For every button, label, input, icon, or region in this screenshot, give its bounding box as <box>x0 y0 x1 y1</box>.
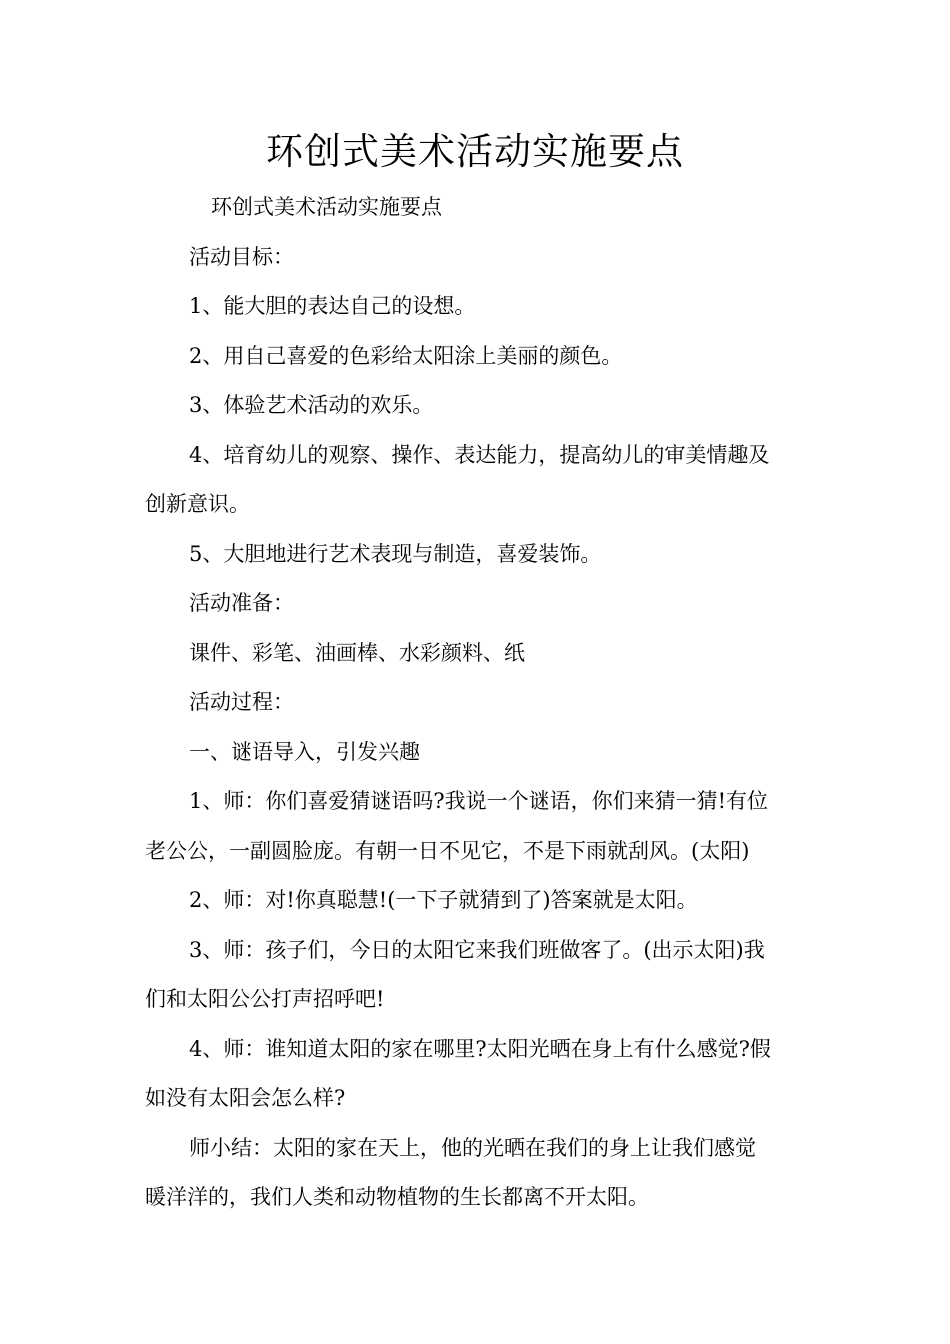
paragraph-goal-1: 1、能大胆的表达自己的设想。 <box>189 294 476 318</box>
document-subtitle: 环创式美术活动实施要点 <box>211 195 442 219</box>
document-title: 环创式美术活动实施要点 <box>266 130 684 173</box>
paragraph-step-3: 3、师：孩子们，今日的太阳它来我们班做客了。(出示太阳)我 们和太阳公公打声招呼吧! <box>145 937 765 1011</box>
document-body <box>145 183 810 1223</box>
paragraph-process-heading: 活动过程： <box>189 690 294 714</box>
paragraph-step-4: 4、师：谁知道太阳的家在哪里?太阳光晒在身上有什么感觉?假 如没有太阳会怎么样? <box>145 1036 771 1110</box>
paragraph-goal-3: 3、体验艺术活动的欢乐。 <box>189 393 434 417</box>
paragraph-step-2: 2、师：对!你真聪慧!(一下子就猜到了)答案就是太阳。 <box>189 888 698 912</box>
paragraph-prep-materials: 课件、彩笔、油画棒、水彩颜料、纸 <box>189 640 525 665</box>
paragraph-section-1: 一、谜语导入，引发兴趣 <box>189 739 420 764</box>
paragraph-goal-4: 4、培育幼儿的观察、操作、表达能力，提高幼儿的审美情趣及 创新意识。 <box>145 442 770 516</box>
paragraph-teacher-summary: 师小结：太阳的家在天上，他的光晒在我们的身上让我们感觉 暖洋洋的，我们人类和动物植物的生长都离不开太阳。 <box>145 1135 756 1209</box>
paragraph-goal-2: 2、用自己喜爱的色彩给太阳涂上美丽的颜色。 <box>189 343 623 368</box>
paragraph-goal-5: 5、大胆地进行艺术表现与制造，喜爱装饰。 <box>189 541 602 566</box>
paragraph-prep-heading: 活动准备： <box>189 591 294 615</box>
paragraph-goals-heading: 活动目标： <box>189 244 294 269</box>
paragraph-step-1: 1、师：你们喜爱猜谜语吗?我说一个谜语，你们来猜一猜!有位 老公公，一副圆脸庞。有朝一日不见它，不是下雨就刮风。(太阳) <box>145 789 769 863</box>
